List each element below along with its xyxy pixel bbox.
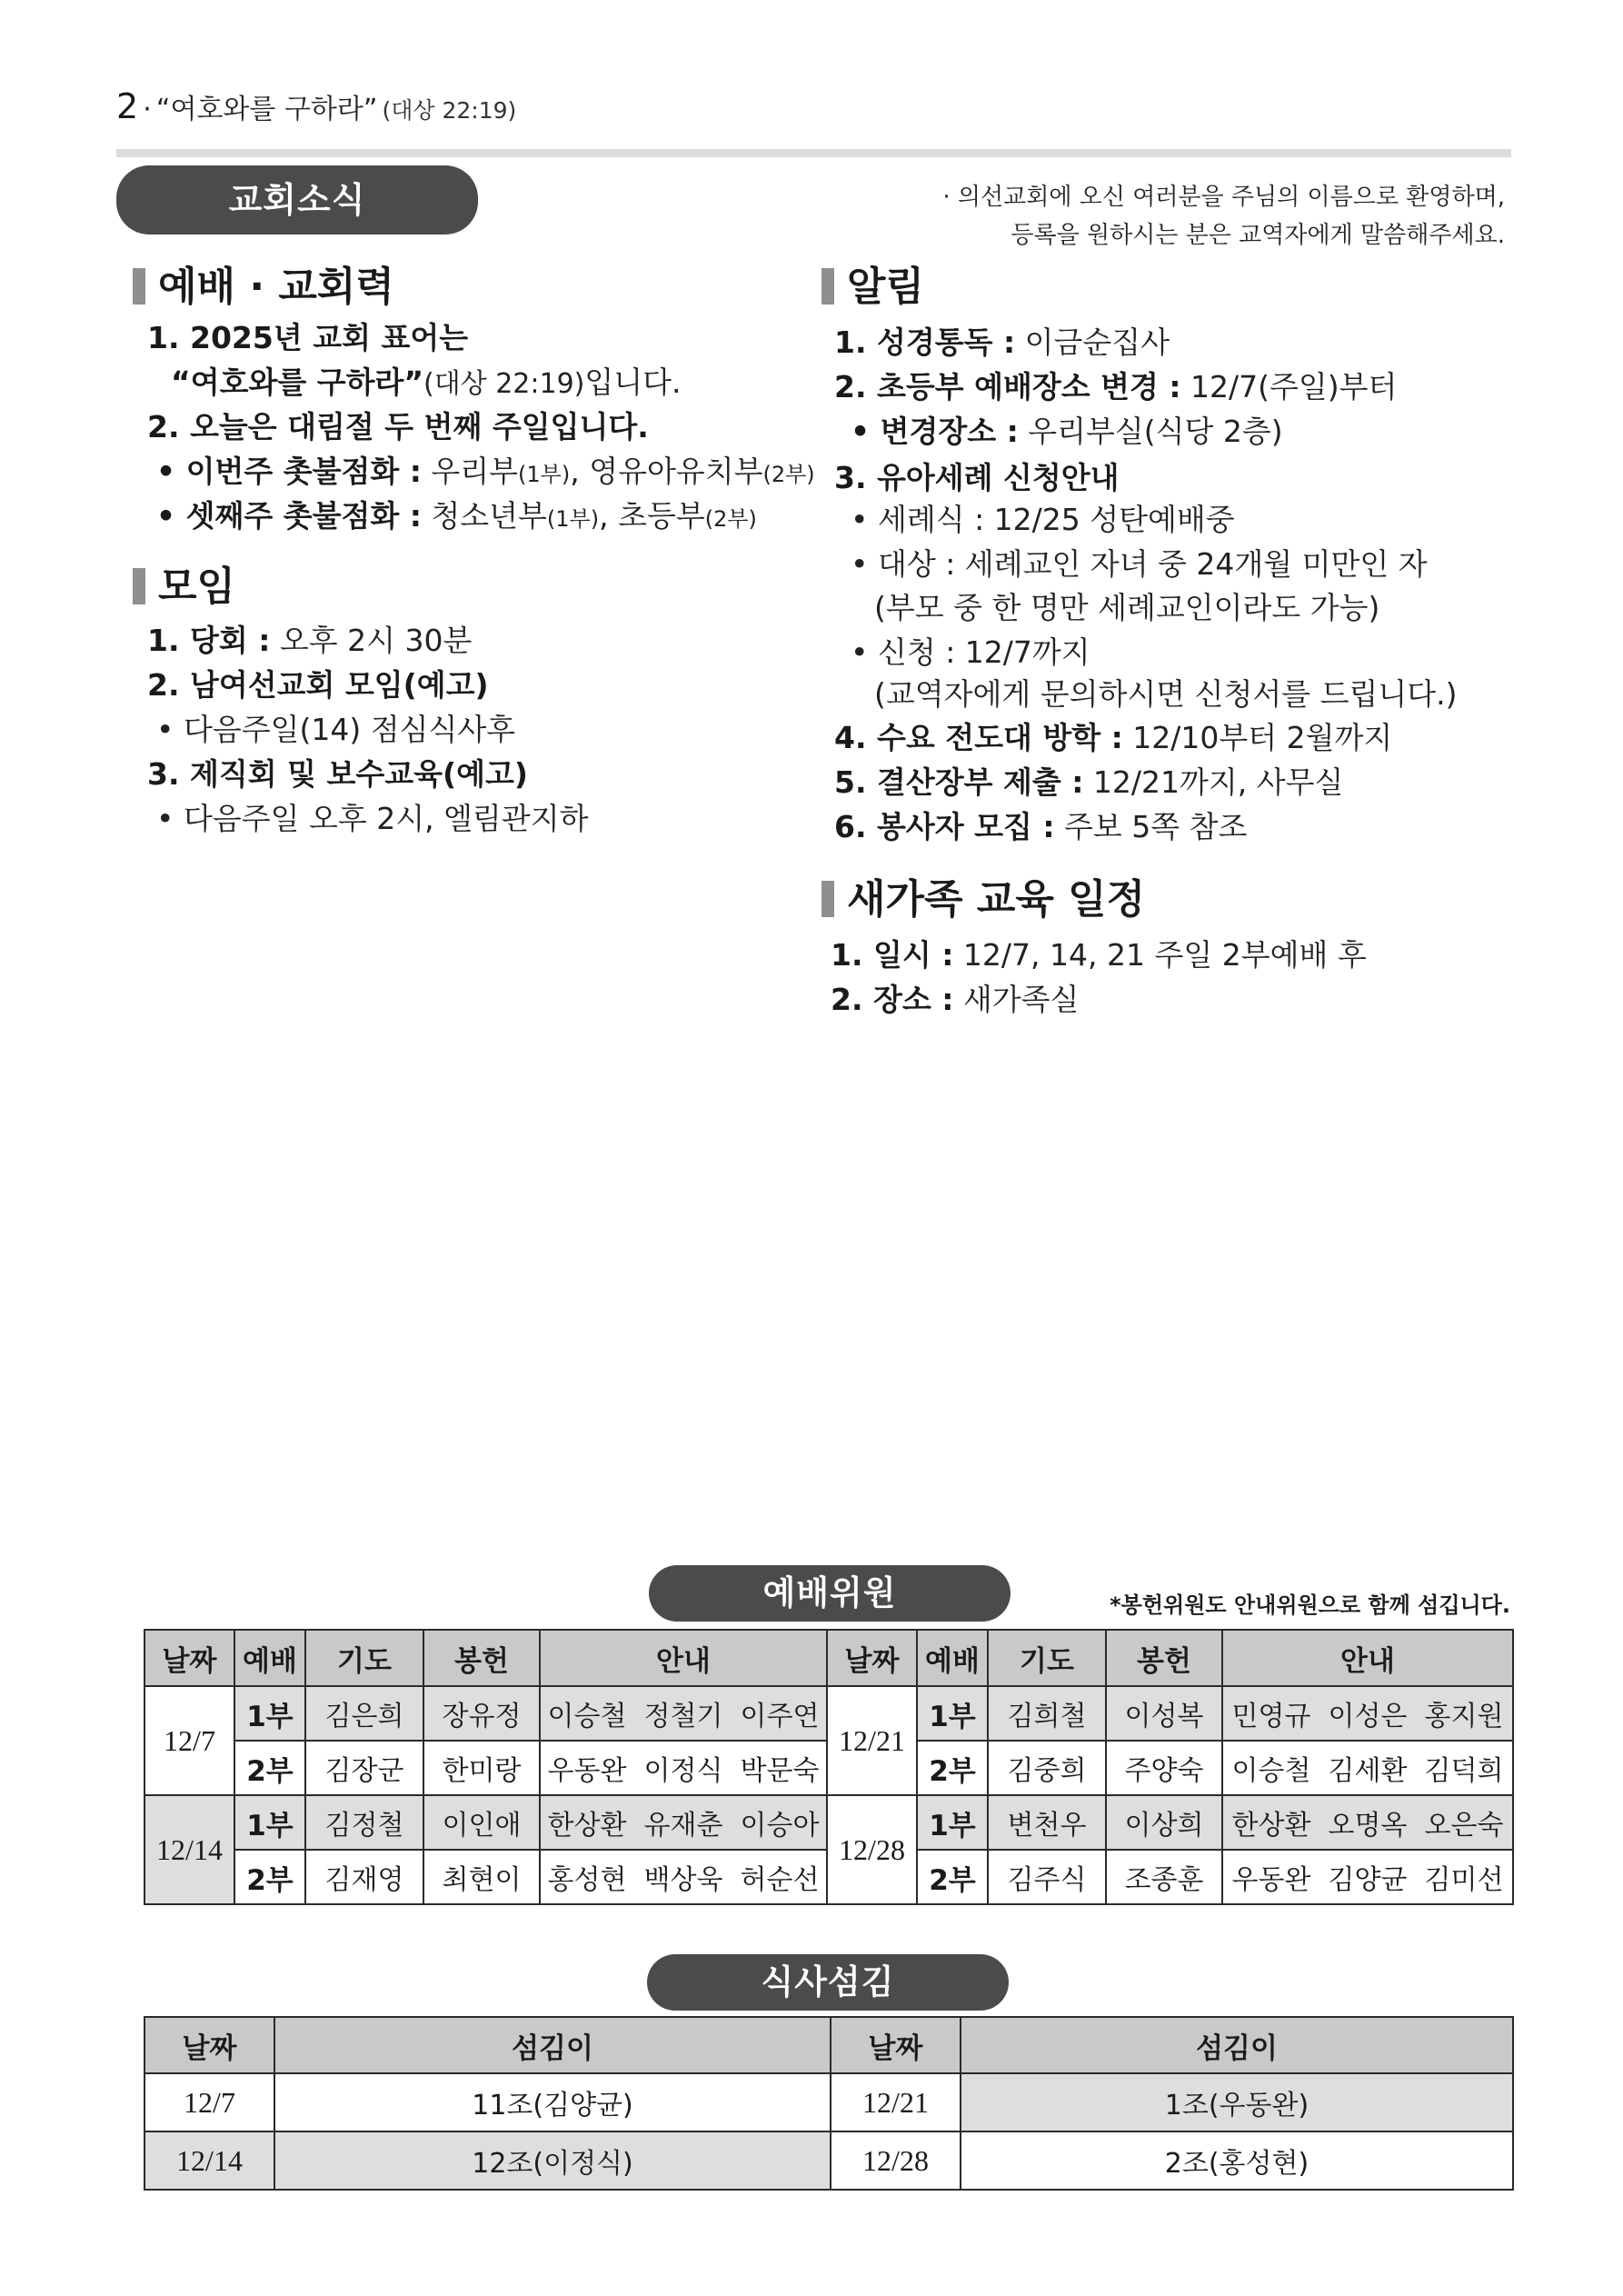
offering-cell: 이인애 [423,1795,540,1850]
col-header: 날짜 [144,1630,234,1686]
notice-item-6-value: 주보 5쪽 참조 [1054,809,1248,844]
date-cell: 12/28 [831,2131,961,2190]
col-header: 봉헌 [1106,1630,1222,1686]
heading-text: 모임 [158,564,236,610]
newfamily-item-2-label: 2. 장소 : [831,982,954,1017]
date-cell: 12/7 [144,2073,274,2131]
col-header: 날짜 [831,2017,961,2073]
section-label-church-news: 교회소식 [116,165,478,235]
offering-cell: 조종훈 [1106,1850,1222,1904]
date-cell: 12/21 [827,1686,917,1795]
meeting-item-1 [147,623,473,658]
guide-cell: 홍성현 백상욱 허순선 [540,1850,827,1904]
notice-item-4-value: 12/10부터 2월까지 [1122,720,1393,755]
baptism-eligibility-note: (부모 중 한 명만 세례교인이라도 가능) [874,590,1380,625]
heading-bar-icon [821,881,834,917]
service-cell: 1부 [917,1795,988,1850]
guide-cell: 이승철 김세환 김덕희 [1222,1741,1513,1795]
candle-third-week-note-b: (2부) [704,506,757,532]
welcome-line-1: · 의선교회에 오신 여러분을 주님의 이름으로 환영하며, [942,184,1505,211]
heading-notice [821,264,925,310]
notice-item-2-label: 2. 초등부 예배장소 변경 : [834,369,1181,404]
server-cell: 12조(이정식) [274,2131,831,2190]
header-divider [116,149,1511,157]
notice-item-5 [834,764,1344,800]
baptism-application: • 신청 : 12/7까지 [851,634,1090,670]
notice-item-1-label: 1. 성경통독 : [834,324,1016,360]
meeting-item-1-value: 오후 2시 30분 [270,623,473,658]
calendar-item-2: 2. 오늘은 대림절 두 번째 주일입니다. [147,409,649,444]
candle-this-week-note-b: (2부) [762,462,815,487]
heading-meeting [133,564,236,610]
table-row [144,2073,1513,2131]
col-header: 날짜 [144,2017,274,2073]
prayer-cell: 김중희 [988,1741,1106,1795]
table-row [144,2131,1513,2190]
meeting-item-2-detail: • 다음주일(14) 점심식사후 [156,712,516,747]
candle-this-week-group-a: 우리부 [421,454,519,489]
guide-cell: 한상환 오명옥 오은숙 [1222,1795,1513,1850]
notice-item-5-value: 12/21까지, 사무실 [1083,764,1344,800]
heading-bar-icon [133,268,145,304]
page-number: 2 [116,86,139,126]
header-reference: (대상 22:19) [382,97,517,124]
heading-new-family [821,876,1146,923]
col-header: 섬김이 [961,2017,1513,2073]
prayer-cell: 김은희 [305,1686,423,1741]
notice-item-4 [834,720,1393,755]
notice-item-2-location-value: 우리부실(식당 2층) [1018,414,1283,449]
calendar-item-1-motto [171,364,682,400]
offering-cell: 이성복 [1106,1686,1222,1741]
table-row [144,1795,1513,1850]
heading-text: 예배 · 교회력 [158,264,394,310]
service-cell: 1부 [234,1795,305,1850]
notice-item-4-label: 4. 수요 전도대 방학 : [834,720,1123,755]
candle-third-week-group-b: , 초등부 [599,498,705,534]
service-cell: 2부 [917,1741,988,1795]
candle-this-week-label: • 이번주 촛불점화 : [156,454,422,489]
notice-item-1 [834,324,1170,360]
notice-item-2-value: 12/7(주일)부터 [1180,369,1398,404]
meal-service-table [144,2016,1514,2191]
notice-item-1-value: 이금순집사 [1015,324,1170,360]
guide-cell: 우동완 김양균 김미선 [1222,1850,1513,1904]
notice-item-2-location [851,414,1283,449]
service-cell: 2부 [234,1850,305,1904]
notice-item-2-location-label: • 변경장소 : [851,414,1019,449]
notice-item-6-label: 6. 봉사자 모집 : [834,809,1055,844]
server-cell: 1조(우동완) [961,2073,1513,2131]
col-header: 예배 [917,1630,988,1686]
header-separator: · [143,94,152,125]
candle-third-week-note-a: (1부) [546,506,600,532]
prayer-cell: 김희철 [988,1686,1106,1741]
worship-table-header [144,1630,1513,1686]
newfamily-item-2-value: 새가족실 [953,982,1080,1017]
date-cell: 12/14 [144,1795,234,1904]
motto-quote: “여호와를 구하라” [171,364,424,400]
baptism-ceremony: • 세례식 : 12/25 성탄예배중 [851,502,1235,537]
heading-bar-icon [821,268,834,304]
service-cell: 1부 [234,1686,305,1741]
col-header: 봉헌 [423,1630,540,1686]
server-cell: 11조(김양균) [274,2073,831,2131]
meeting-item-1-label: 1. 당회 : [147,623,271,658]
meeting-item-2: 2. 남여선교회 모임(예고) [147,667,489,703]
baptism-application-note: (교역자에게 문의하시면 신청서를 드립니다.) [874,676,1458,712]
newfamily-item-1 [831,937,1367,973]
worship-staff-table [144,1629,1514,1905]
date-cell: 12/14 [144,2131,274,2190]
worship-staff-title: 예배위원 [649,1565,1011,1622]
heading-worship-calendar [133,264,394,310]
page-header [116,86,517,126]
worship-staff-note: *봉헌위원도 안내위원으로 함께 섬깁니다. [1110,1592,1510,1618]
heading-text: 알림 [847,264,925,310]
candle-this-week [156,454,815,489]
guide-cell: 한상환 유재춘 이승아 [540,1795,827,1850]
motto-end: 입니다. [584,364,682,400]
meeting-item-3-detail: • 다음주일 오후 2시, 엘림관지하 [156,801,589,836]
col-header: 섬김이 [274,2017,831,2073]
header-quote: “여호와를 구하라” [155,94,378,125]
col-header: 기도 [988,1630,1106,1686]
prayer-cell: 변천우 [988,1795,1106,1850]
date-cell: 12/21 [831,2073,961,2131]
service-cell: 1부 [917,1686,988,1741]
offering-cell: 장유정 [423,1686,540,1741]
server-cell: 2조(홍성현) [961,2131,1513,2190]
service-cell: 2부 [234,1741,305,1795]
prayer-cell: 김장군 [305,1741,423,1795]
col-header: 예배 [234,1630,305,1686]
date-cell: 12/7 [144,1686,234,1795]
newfamily-item-1-value: 12/7, 14, 21 주일 2부예배 후 [953,937,1367,973]
motto-reference: (대상 22:19) [423,368,585,400]
notice-item-3: 3. 유아세례 신청안내 [834,460,1120,495]
col-header: 기도 [305,1630,423,1686]
guide-cell: 민영규 이성은 홍지원 [1222,1686,1513,1741]
notice-item-5-label: 5. 결산장부 제출 : [834,764,1084,800]
candle-this-week-note-a: (1부) [518,462,571,487]
guide-cell: 이승철 정철기 이주연 [540,1686,827,1741]
candle-this-week-group-b: , 영유아유치부 [570,454,763,489]
baptism-eligibility: • 대상 : 세례교인 자녀 중 24개월 미만인 자 [851,546,1428,582]
offering-cell: 최현이 [423,1850,540,1904]
offering-cell: 이상희 [1106,1795,1222,1850]
col-header: 날짜 [827,1630,917,1686]
meeting-item-3: 3. 제직회 및 보수교육(예고) [147,756,528,792]
newfamily-item-1-label: 1. 일시 : [831,937,954,973]
prayer-cell: 김주식 [988,1850,1106,1904]
notice-item-2 [834,369,1398,404]
notice-item-6 [834,809,1248,844]
guide-cell: 우동완 이정식 박문숙 [540,1741,827,1795]
offering-cell: 한미랑 [423,1741,540,1795]
prayer-cell: 김정철 [305,1795,423,1850]
welcome-message [687,178,1505,255]
col-header: 안내 [540,1630,827,1686]
offering-cell: 주양숙 [1106,1741,1222,1795]
heading-bar-icon [133,568,145,604]
date-cell: 12/28 [827,1795,917,1904]
heading-text: 새가족 교육 일정 [847,876,1146,923]
table-row [144,1686,1513,1741]
meal-service-title: 식사섬김 [647,1954,1009,2011]
candle-third-week [156,498,757,534]
welcome-line-2: 등록을 원하시는 분은 교역자에게 말씀해주세요. [1011,222,1505,249]
col-header: 안내 [1222,1630,1513,1686]
candle-third-week-label: • 셋째주 촛불점화 : [156,498,422,534]
service-cell: 2부 [917,1850,988,1904]
newfamily-item-2 [831,982,1080,1017]
calendar-item-1: 1. 2025년 교회 표어는 [147,320,469,355]
candle-third-week-group-a: 청소년부 [421,498,547,534]
prayer-cell: 김재영 [305,1850,423,1904]
meal-table-header [144,2017,1513,2073]
